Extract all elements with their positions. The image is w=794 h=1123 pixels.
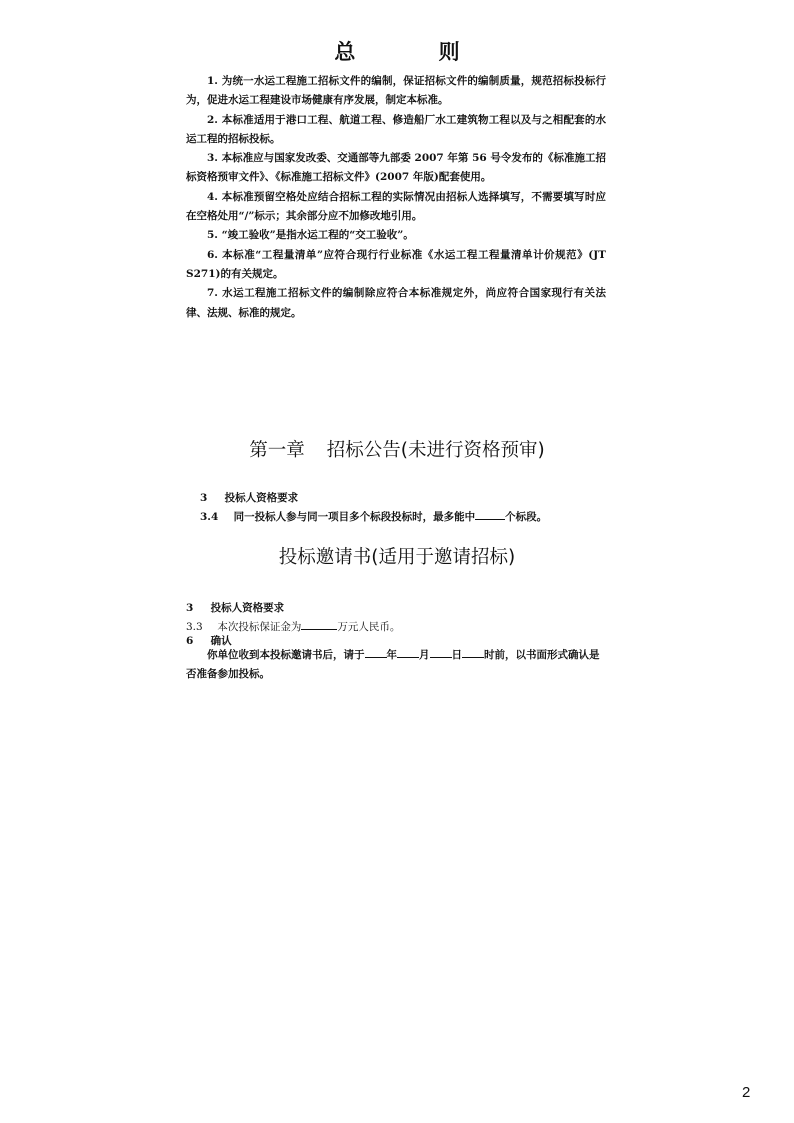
- confirm-text-2: 时前，以书面形式确认是否准备参加投标。: [186, 649, 600, 680]
- ch1-clause-3-4: [200, 508, 547, 524]
- year-blank: [365, 646, 387, 658]
- ch1-section-3-title: 投标人资格要求: [224, 492, 299, 504]
- confirm-month-label: 月: [419, 649, 430, 661]
- bid-sections-blank: [475, 508, 505, 520]
- confirm-text-1: 你单位收到本投标邀请书后，请于: [207, 649, 365, 661]
- hour-blank: [462, 646, 484, 658]
- general-item-4: 4. 本标准预留空格处应结合招标工程的实际情况由招标人选择填写，不需要填写时应在空格处用“/”标示；其余部分应不加修改地引用。: [186, 190, 606, 223]
- inv-section-6-number: 6: [186, 635, 194, 647]
- chapter-1-title: [0, 436, 794, 462]
- ch1-clause-text-post: 个标段。: [505, 511, 548, 523]
- invitation-title: 投标邀请书(适用于邀请招标): [278, 547, 516, 568]
- month-blank: [397, 646, 419, 658]
- ch1-section-3-heading: [200, 490, 298, 505]
- general-provisions-title: 总 则: [334, 40, 498, 64]
- ch1-clause-text-pre: 同一投标人参与同一项目多个标段投标时，最多能中: [233, 511, 476, 523]
- inv-section-3-number: 3: [186, 602, 194, 614]
- confirm-day-label: 日: [451, 649, 462, 661]
- inv-section-3-title: 投标人资格要求: [210, 602, 285, 614]
- inv-clause-number: 3.3: [186, 621, 203, 633]
- general-item-5: 5. “竣工验收”是指水运工程的“交工验收”。: [207, 229, 414, 242]
- inv-clause-3-3: [186, 618, 400, 634]
- chapter-1-name: 招标公告(未进行资格预审): [326, 440, 545, 461]
- chapter-1-label: 第一章: [249, 440, 305, 461]
- confirmation-paragraph: [186, 646, 606, 684]
- inv-section-3-heading: [186, 600, 284, 615]
- bid-bond-amount-blank: [301, 618, 337, 630]
- ch1-clause-number: 3.4: [200, 511, 219, 523]
- ch1-section-3-number: 3: [200, 492, 208, 504]
- day-blank: [430, 646, 452, 658]
- inv-section-6-title: 确认: [210, 635, 232, 647]
- page-number: 2: [742, 1084, 751, 1101]
- general-item-6: 6. 本标准“工程量清单”应符合现行行业标准《水运工程工程量清单计价规范》(JT S271)的有关规定。: [186, 248, 606, 280]
- general-provisions-body: [186, 72, 606, 323]
- general-item-2: 2. 本标准适用于港口工程、航道工程、修造船厂水工建筑物工程以及与之相配套的水运工程的招标投标。: [186, 113, 606, 145]
- general-item-7: 7. 水运工程施工招标文件的编制除应符合本标准规定外，尚应符合国家现行有关法律、法规、标准的规定。: [186, 287, 606, 319]
- inv-clause-text-post: 万元人民币。: [337, 621, 401, 633]
- confirm-year-label: 年: [386, 649, 397, 661]
- inv-clause-text-pre: 本次投标保证金为: [217, 621, 302, 633]
- general-item-1: 1. 为统一水运工程施工招标文件的编制，保证招标文件的编制质量，规范招标投标行为，促进水运工程建设市场健康有序发展，制定本标准。: [186, 75, 606, 107]
- general-item-3: 3. 本标准应与国家发改委、交通部等九部委 2007 年第 56 号令发布的《标准施工招标资格预审文件》、《标准施工招标文件》(2007 年版)配套使用。: [186, 152, 606, 184]
